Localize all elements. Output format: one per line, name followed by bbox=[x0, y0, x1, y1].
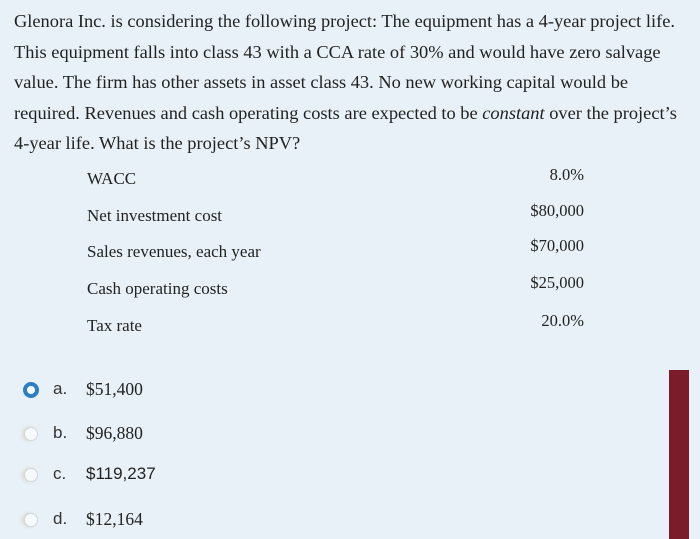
data-row-cash-operating-costs bbox=[87, 273, 584, 305]
radio-button-selected[interactable] bbox=[23, 382, 39, 398]
data-label: Cash operating costs bbox=[87, 279, 228, 298]
data-value: $80,000 bbox=[530, 201, 584, 220]
option-text: $12,164 bbox=[86, 509, 143, 529]
option-text: $96,880 bbox=[86, 423, 143, 443]
question-text-part2: over the project’s 4-year life. What is the project’s NPV? bbox=[14, 102, 677, 153]
data-row-net-investment bbox=[87, 201, 584, 232]
option-c[interactable] bbox=[22, 464, 322, 490]
option-a[interactable] bbox=[22, 379, 322, 405]
data-value: 20.0% bbox=[541, 311, 584, 330]
radio-button[interactable] bbox=[24, 468, 38, 482]
data-label: Net investment cost bbox=[87, 206, 223, 225]
data-label: Sales revenues, each year bbox=[87, 242, 261, 261]
data-value: $70,000 bbox=[530, 236, 584, 255]
option-b[interactable] bbox=[22, 423, 322, 449]
data-value: $25,000 bbox=[530, 273, 584, 292]
side-bar bbox=[669, 370, 689, 539]
option-letter: a. bbox=[53, 379, 68, 398]
option-text: $51,400 bbox=[86, 379, 143, 399]
radio-button[interactable] bbox=[24, 427, 38, 441]
question-text-part1: Glenora Inc. is considering the following project: The equipment has a 4-year project life. This equipment falls into class 43 with a CCA rate of 30% and would have zero salvage value. The firm has other assets in asset class 43. No new working capital would be required. Revenues and cash operating costs are expected to be bbox=[14, 11, 675, 123]
data-row-sales-revenues bbox=[87, 236, 584, 268]
question-text bbox=[14, 6, 694, 159]
option-letter: d. bbox=[53, 509, 68, 528]
option-letter: c. bbox=[53, 464, 67, 483]
question-text-emphasis: constant bbox=[482, 102, 545, 123]
radio-button[interactable] bbox=[24, 513, 38, 527]
data-label: Tax rate bbox=[87, 316, 142, 335]
data-row-wacc bbox=[87, 165, 584, 195]
data-value: 8.0% bbox=[549, 165, 584, 184]
option-letter: b. bbox=[53, 423, 68, 442]
option-text: $119,237 bbox=[86, 464, 156, 483]
data-label: WACC bbox=[87, 169, 137, 188]
option-d[interactable] bbox=[22, 509, 322, 535]
data-row-tax-rate bbox=[87, 311, 584, 342]
